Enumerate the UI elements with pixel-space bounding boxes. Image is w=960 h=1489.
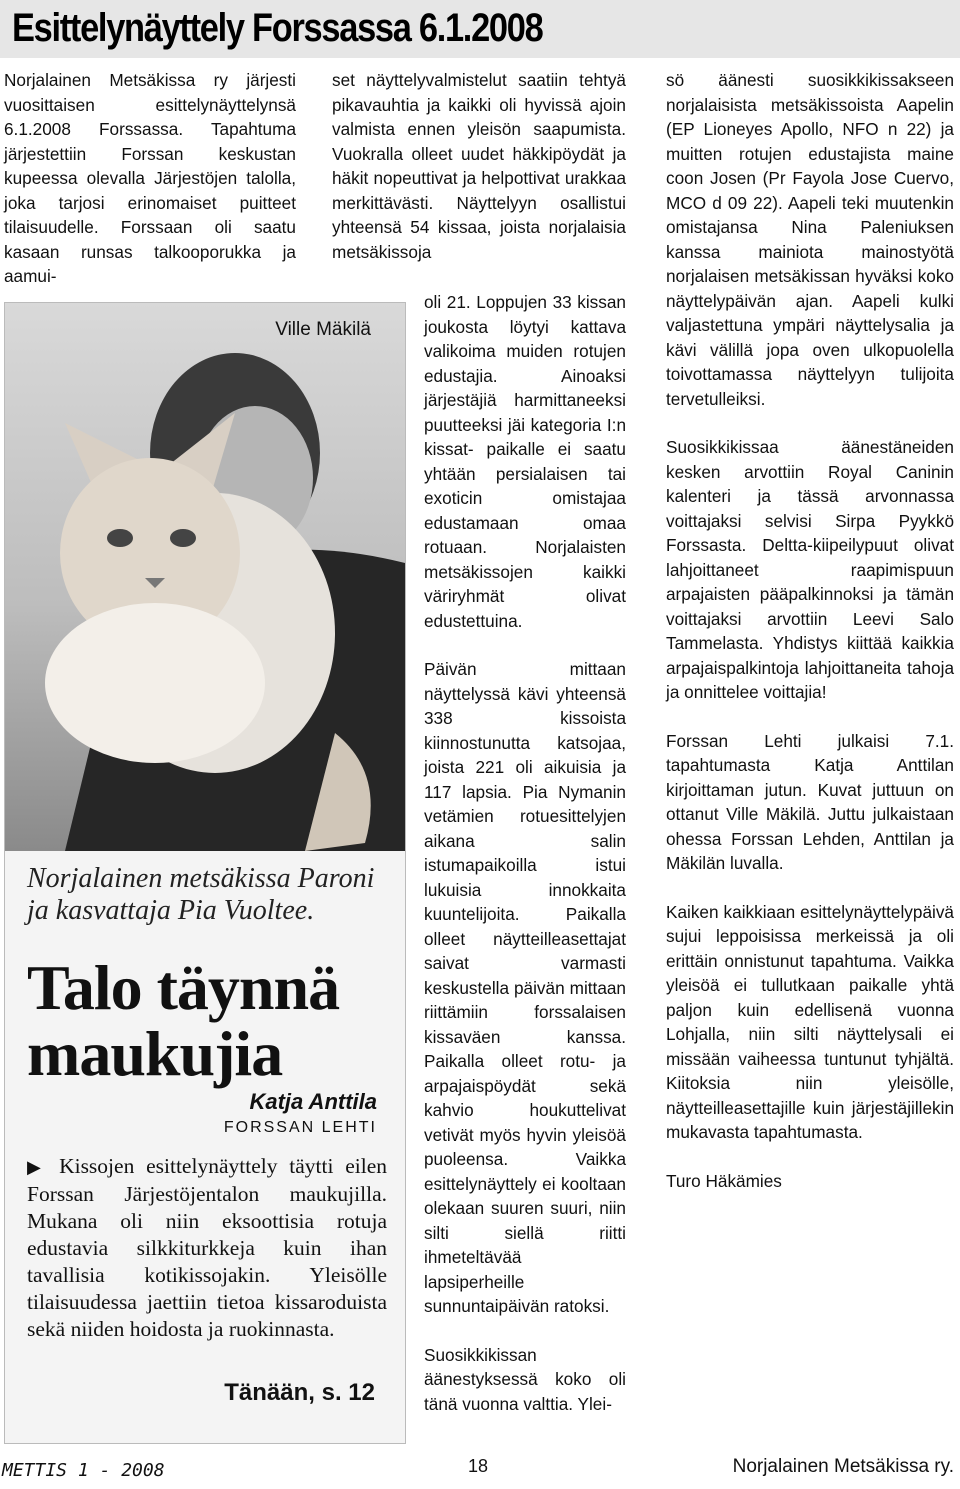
page-title: Esittelynäyttely Forssassa 6.1.2008 [12,6,543,50]
paragraph: Kaiken kaikkiaan esittelynäyttelypäivä sujui leppoisissa merkeissä ja oli erittäin onnistunut tapahtuma. Vaikka yleisöä ei tullutkaan paikalle yhtä paljon kuin edellisenä vuonna Lohjalla, niin silti näyttelysali ei missään vaiheessa tuntunut tyhjältä. Kiitoksia niin yleisölle, näytteilleasettajille kuin järjestäjillekin mukavasta tapahtumasta. [666,901,954,1142]
text-column-2 [424,290,626,1440]
page-number: 18 [468,1456,489,1476]
author-name: Katja Anttila [249,1089,377,1114]
footer-issue: METTIS 1 - 2008 [2,1460,165,1481]
photo-caption: Norjalainen metsäkissa Paroni ja kasvattaja Pia Vuoltee. [27,863,375,926]
clipping-lead [27,1153,387,1343]
paragraph: Suosikkikissaa äänestäneiden kesken arvottiin Royal Caninin kalenteri ja tässä arvonnassa voittajaksi selvisi Sirpa Pyykkö Forssasta. Deltta-kiipeilypuut olivat lahjoittaneet raapimispuun arpajaisten pääpalkinnoksi ja tämän voittajaksi arvottiin Leevi Salo Tammelasta. Yhdistys kiittää kaikkia arpajaispalkintoja lahjoittaneita tahoja ja onnittelee voittajia! [666,437,954,702]
newspaper-clipping [4,302,406,1444]
clipping-headline: Talo täynnä maukujia [27,952,340,1089]
newspaper-name: FORSSAN LEHTI [223,1119,377,1136]
clipping-byline [224,1089,377,1137]
paragraph: Päivän mittaan näyttelyssä kävi yhteensä 338 kissoista kiinnostunutta katsojaa, joista 221 oli aikuisia ja 117 lapsia. Pia Nymanin vetämien rotuesittelyjen aikana salin istumapaikoilla istui lukuisia innokkaita kuuntelijoita. Paikalla olleet näytteilleasettajat saivat varmasti keskustella päivän mittaan riittämiin forssalaisen kissaväen kanssa. Paikalla olleet rotu- ja arpajaispöydät sekä kahvio houkuttelivat vetivät myös hyvin yleisöä puoleensa. Vaikka esittelynäyttely ei kooltaan olekaan suuren suuri, niin silti siellä riitti ihmeteltävää lapsiperheille sunnuntaipäivän ratoksi. [424,659,626,1316]
paragraph: oli 21. Loppujen 33 kissan joukosta löytyi kattava valikoima muiden rotujen edustajia. Ainoaksi järjestäjiä harmittaneeksi puutteeksi jäi kategoria I:n kissat- paikalle ei saatu yhtään persialaisen tai exoticin omistajaa edustamaan omaa rotuaan. Norjalaisten metsäkissojen kaikki väriryhmät olivat edustettuina. [424,292,626,631]
cat-and-woman-illustration [5,303,405,851]
footer-publisher: Norjalainen Metsäkissa ry. [732,1456,954,1477]
lead-text: Kissojen esittelynäyttely täytti eilen Forssan Järjestöjentalon maukujilla. Mukana oli niin eksoottisia rotuja edustavia silkkiturkkeja kuin ihan tavallisia kotikissojakin. Yleisölle tilaisuudessa jaettiin tietoa kissaroduista sekä niiden hoidosta ja ruokinnasta. [27,1154,388,1341]
signature: Turo Häkämies [666,1170,782,1191]
triangle-bullet-icon: ▶ [27,1157,48,1177]
paragraph: Norjalainen Metsäkissa ry järjesti vuosittaisen esittelynäyttelynsä 6.1.2008 Forssassa. Tapahtuma järjestettiin Forssan keskustan kupeessa olevalla Järjestöjen talolla, joka tarjosi erinomaiset puitteet tilaisuudelle. Forssaan oli saatu kasaan runsas talkooporukka ja aamui- [4,70,296,286]
paragraph: Forssan Lehti julkaisi 7.1. tapahtumasta Katja Anttilan kirjoittaman jutun. Kuvat juttuun on ottanut Ville Mäkilä. Juttu julkaistaan ohessa Forssan Lehden, Anttilan ja Mäkilän luvalla. [666,730,954,873]
photo-credit: Ville Mäkilä [275,319,371,340]
text-column-1 [4,68,296,313]
cat-photo [5,303,405,851]
paragraph: set näyttelyvalmistelut saatiin tehtyä pikavauhtia ja kaikki oli hyvissä ajoin valmista ennen yleisön saapumista. Vuokralla olleet uudet häkkipöydät ja häkit nopeuttivat ja helpottivat urakkaa merkittävästi. Näyttelyyn osallistui yhteensä 54 kissaa, joista norjalaisia metsäkissoja [332,70,626,262]
text-column-2-top [332,68,626,288]
paragraph: sö äänesti suosikkikissakseen norjalaisista metsäkissoista Aapelin (EP Lioneyes Apollo, NFO n 22) ja muitten rotujen edustajista maine coon Josen (Pr Fayola Jose Cuervo, MCO d 09 22). Aapeli teki muutenkin omistajansa Nina Paleniuksen kanssa mainiota mainostyötä norjalaisen metsäkissan hyväksi koko näyttelypäivän ajan. Aapeli kulki valjastettuna ympäri näyttelysalia ja kävi välillä jopa oven ulkopuolella toivottamassa näyttelyyn tulijoita tervetulleiksi. [666,70,954,409]
page-reference: Tänään, s. 12 [224,1379,375,1406]
text-column-3 [666,68,954,1217]
paragraph: Suosikkikissan äänestyksessä koko oli tänä vuonna valttia. Ylei- [424,1344,626,1414]
